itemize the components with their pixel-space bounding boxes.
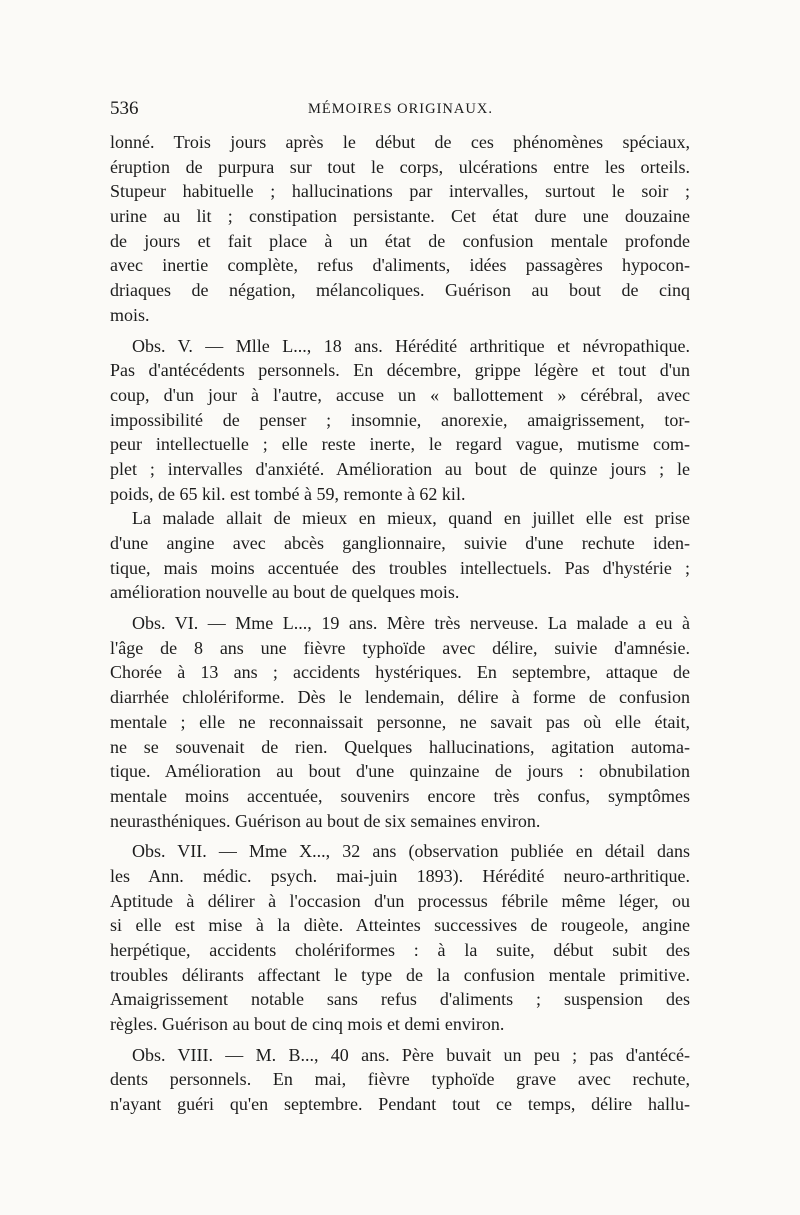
text-line: Amaigrissement notable sans refus d'aliments ; suspension des — [110, 989, 690, 1010]
text-line: l'âge de 8 ans une fièvre typhoïde avec délire, suivie d'amnésie. — [110, 637, 690, 658]
text-line: avec inertie complète, refus d'aliments, idées passagères hypocon- — [110, 255, 690, 276]
text-line: dents personnels. En mai, fièvre typhoïde grave avec rechute, — [110, 1069, 690, 1090]
text-line: tique, mais moins accentuée des troubles intellectuels. Pas d'hystérie ; — [110, 557, 690, 578]
text-line: tique. Amélioration au bout d'une quinzaine de jours : obnubilation — [110, 761, 690, 782]
document-page — [110, 98, 690, 1117]
text-line: driaques de négation, mélancoliques. Guérison au bout de cinq — [110, 280, 690, 301]
text-line: plet ; intervalles d'anxiété. Amélioration au bout de quinze jours ; le — [110, 458, 690, 479]
text-line: coup, d'un jour à l'autre, accuse un « ballottement » cérébral, avec — [110, 384, 690, 405]
observation-vii — [110, 839, 690, 1037]
text-line: Chorée à 13 ans ; accidents hystériques. En septembre, attaque de — [110, 662, 690, 683]
text-line: Obs. V. — Mlle L..., 18 ans. Hérédité arthritique et névropathique. — [132, 335, 690, 356]
paragraph-continuation — [110, 130, 690, 328]
text-line: amélioration nouvelle au bout de quelques mois. — [110, 582, 460, 603]
text-line: mois. — [110, 304, 150, 325]
running-head: MÉMOIRES ORIGINAUX. — [308, 101, 493, 117]
text-line: si elle est mise à la diète. Atteintes successives de rougeole, angine — [110, 915, 690, 936]
text-line: neurasthéniques. Guérison au bout de six semaines environ. — [110, 810, 541, 831]
text-line: La malade allait de mieux en mieux, quand en juillet elle est prise — [132, 508, 690, 529]
text-line: ne se souvenait de rien. Quelques hallucinations, agitation automa- — [110, 736, 690, 757]
text-line: peur intellectuelle ; elle reste inerte, le regard vague, mutisme com- — [110, 434, 690, 455]
text-line: n'ayant guéri qu'en septembre. Pendant tout ce temps, délire hallu- — [110, 1094, 690, 1115]
text-line: d'une angine avec abcès ganglionnaire, suivie d'une rechute iden- — [110, 533, 690, 553]
text-line: mentale ; elle ne reconnaissait personne, ne savait pas où elle était, — [110, 711, 690, 732]
observation-viii — [110, 1043, 690, 1117]
text-line: lonné. Trois jours après le début de ces phénomènes spéciaux, — [110, 132, 690, 152]
text-line: herpétique, accidents cholériformes : à la suite, début subit des — [110, 940, 690, 960]
text-line: mentale moins accentuée, souvenirs encore très confus, symptômes — [110, 785, 690, 806]
observation-v — [110, 334, 690, 507]
text-line: éruption de purpura sur tout le corps, ulcérations entre les orteils. — [110, 156, 690, 177]
text-line: de jours et fait place à un état de confusion mentale profonde — [110, 230, 690, 251]
text-line: Obs. VII. — Mme X..., 32 ans (observation publiée en détail dans — [132, 841, 690, 862]
text-line: urine au lit ; constipation persistante. Cet état dure une douzaine — [110, 206, 690, 227]
paragraph-relapse — [110, 506, 690, 605]
page-header — [110, 98, 690, 126]
text-line: troubles délirants affectant le type de la confusion mentale primitive. — [110, 964, 690, 985]
text-line: poids, de 65 kil. est tombé à 59, remonte à 62 kil. — [110, 483, 466, 504]
text-line: Stupeur habituelle ; hallucinations par intervalles, surtout le soir ; — [110, 181, 690, 202]
observation-vi — [110, 611, 690, 833]
text-line: Pas d'antécédents personnels. En décembre, grippe légère et tout d'un — [110, 360, 690, 381]
text-line: Aptitude à délirer à l'occasion d'un processus fébrile même léger, ou — [110, 890, 690, 911]
text-line: Obs. VIII. — M. B..., 40 ans. Père buvait un peu ; pas d'antécé- — [132, 1044, 690, 1065]
text-line: les Ann. médic. psych. mai-juin 1893). Hérédité neuro-arthritique. — [110, 865, 690, 886]
text-line: Obs. VI. — Mme L..., 19 ans. Mère très nerveuse. La malade a eu à — [132, 613, 690, 634]
text-line: diarrhée chlolériforme. Dès le lendemain, délire à forme de confusion — [110, 687, 690, 708]
page-number: 536 — [110, 98, 139, 119]
text-line: règles. Guérison au bout de cinq mois et demi environ. — [110, 1014, 505, 1035]
text-line: impossibilité de penser ; insomnie, anorexie, amaigrissement, tor- — [110, 409, 690, 430]
